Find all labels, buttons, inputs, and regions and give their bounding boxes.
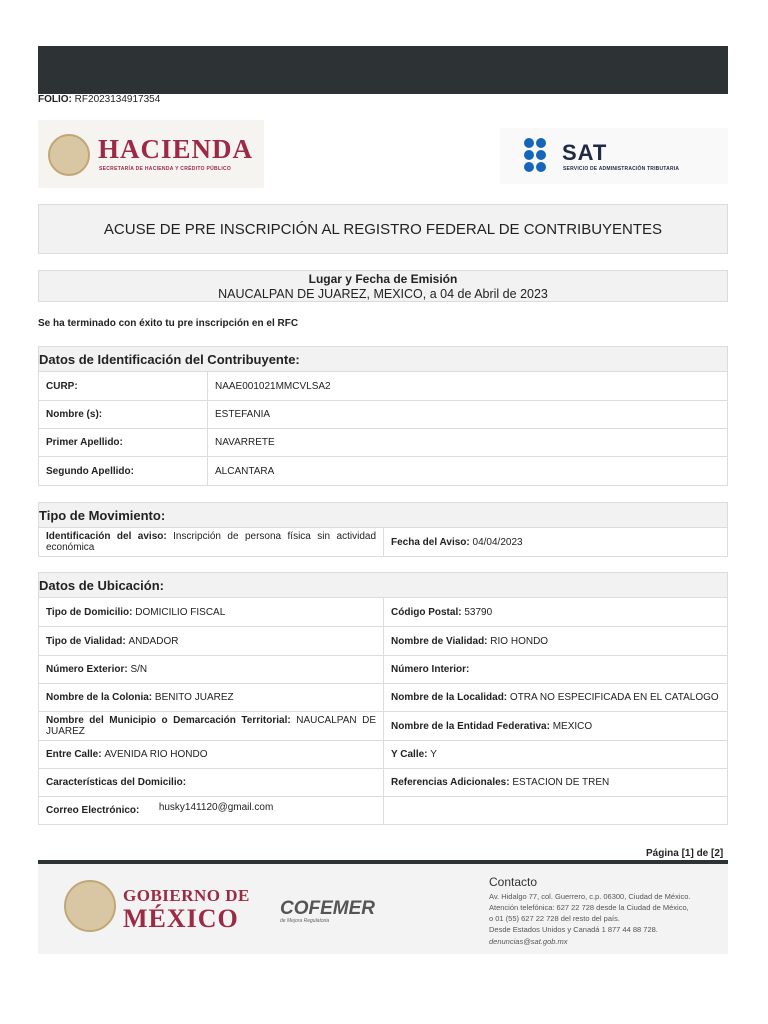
nombre-vialidad-label: Nombre de Vialidad: — [391, 635, 488, 647]
y-calle-value: Y — [430, 749, 437, 760]
nombre-label: Nombre (s): — [46, 409, 103, 420]
segundo-apellido-value: ALCANTARA — [207, 457, 727, 485]
cofemer-subtitle: de Mejora Regulatoria — [280, 918, 330, 924]
tipo-domicilio-value: DOMICILIO FISCAL — [135, 606, 226, 618]
contacto-heading: Contacto — [489, 875, 538, 889]
sat-dot-icon — [536, 138, 546, 148]
sat-subtitle: SERVICIO DE ADMINISTRACIÓN TRIBUTARIA — [563, 166, 680, 172]
referencias-value: ESTACION DE TREN — [512, 777, 610, 788]
correo-label: Correo Electrónico: — [46, 805, 140, 816]
lugar-label: Lugar y Fecha de Emisión — [308, 272, 458, 286]
aviso-cell — [39, 528, 383, 556]
folio-value: RF2023134917354 — [74, 94, 161, 105]
table-row — [38, 797, 728, 825]
curp-label: CURP: — [46, 380, 78, 392]
hacienda-subtitle: SECRETARÍA DE HACIENDA Y CRÉDITO PÚBLICO — [99, 166, 232, 172]
hacienda-title: HACIENDA — [98, 134, 254, 164]
gobierno-line1: GOBIERNO DE — [123, 886, 250, 905]
sat-dot-icon — [524, 138, 534, 148]
fecha-aviso-cell — [383, 528, 727, 556]
document-title: ACUSE DE PRE INSCRIPCIÓN AL REGISTRO FEDERAL DE CONTRIBUYENTES — [103, 221, 663, 238]
primer-apellido-label: Primer Apellido: — [46, 437, 123, 448]
table-row — [38, 401, 728, 429]
table-row — [38, 656, 728, 684]
top-bar — [38, 46, 728, 94]
municipio-value: NAUCALPAN DE JUAREZ — [46, 715, 377, 737]
folio-label: FOLIO: — [38, 94, 72, 105]
cofemer-logo: COFEMER — [280, 898, 375, 919]
mexico-seal-icon — [48, 134, 90, 176]
table-row — [38, 769, 728, 797]
fecha-aviso-value: 04/04/2023 — [472, 536, 523, 548]
sat-logo — [500, 128, 728, 184]
sat-dot-icon — [524, 150, 534, 160]
contacto-email-link[interactable]: denuncias@sat.gob.mx — [489, 937, 568, 946]
nombre-vialidad-value: RIO HONDO — [490, 635, 549, 647]
contacto-line: o 01 (55) 627 22 728 del resto del país. — [489, 914, 620, 923]
numero-interior-label: Número Interior: — [391, 664, 470, 675]
contacto-line: Atención telefónica: 627 22 728 desde la Ciudad de México, — [489, 903, 689, 912]
success-message: Se ha terminado con éxito tu pre inscripción en el RFC — [38, 318, 299, 329]
page-indicator: Página [1] de [2] — [646, 848, 724, 859]
gobierno-line2: MÉXICO — [123, 904, 239, 933]
movimiento-heading: Tipo de Movimiento: — [38, 502, 728, 528]
correo-value: husky141120@gmail.com — [158, 802, 274, 813]
entre-calle-label: Entre Calle: — [46, 749, 102, 760]
nombre-value: ESTEFANIA — [207, 401, 727, 428]
sat-title: SAT — [562, 140, 608, 165]
ubicacion-heading: Datos de Ubicación: — [38, 572, 728, 598]
primer-apellido-value: NAVARRETE — [207, 429, 727, 456]
segundo-apellido-label: Segundo Apellido: — [46, 465, 134, 477]
y-calle-label: Y Calle: — [391, 749, 428, 760]
tipo-vialidad-label: Tipo de Vialidad: — [46, 635, 126, 647]
sat-dot-icon — [536, 150, 546, 160]
contacto-line: Desde Estados Unidos y Canadá 1 877 44 88 728. — [489, 925, 658, 934]
aviso-label: Identificación del aviso: — [46, 531, 167, 542]
identificacion-heading: Datos de Identificación del Contribuyente: — [38, 346, 728, 372]
contacto-line: Av. Hidalgo 77, col. Guerrero, c.p. 06300, Ciudad de México. — [489, 892, 691, 901]
entidad-label: Nombre de la Entidad Federativa: — [391, 720, 550, 732]
referencias-label: Referencias Adicionales: — [391, 777, 510, 788]
codigo-postal-value: 53790 — [464, 606, 493, 618]
localidad-label: Nombre de la Localidad: — [391, 692, 508, 703]
fecha-aviso-label: Fecha del Aviso: — [391, 536, 470, 548]
caracteristicas-label: Características del Domicilio: — [46, 777, 187, 788]
table-row — [38, 684, 728, 712]
aviso-value: Inscripción de persona física sin actividad económica — [46, 531, 377, 553]
entre-calle-value: AVENIDA RIO HONDO — [104, 749, 208, 760]
tipo-domicilio-label: Tipo de Domicilio: — [46, 606, 133, 618]
numero-exterior-label: Número Exterior: — [46, 664, 128, 675]
entidad-value: MEXICO — [552, 720, 593, 732]
sat-dot-icon — [536, 162, 546, 172]
table-row — [38, 528, 728, 557]
lugar-value: NAUCALPAN DE JUAREZ, MEXICO, a 04 de Abril de 2023 — [218, 287, 548, 301]
codigo-postal-label: Código Postal: — [391, 606, 462, 618]
localidad-value: OTRA NO ESPECIFICADA EN EL CATALOGO — [509, 692, 719, 703]
colonia-label: Nombre de la Colonia: — [46, 692, 153, 703]
numero-exterior-value: S/N — [130, 664, 148, 675]
table-row — [38, 598, 728, 627]
colonia-value: BENITO JUAREZ — [154, 692, 234, 703]
lugar-fecha-box — [38, 270, 728, 302]
table-row — [38, 372, 728, 401]
municipio-label: Nombre del Municipio o Demarcación Territorial: — [46, 715, 291, 726]
mexico-seal-icon — [64, 880, 116, 932]
table-row — [38, 429, 728, 457]
document-title-box — [38, 204, 728, 254]
table-row — [38, 627, 728, 656]
table-row — [38, 741, 728, 769]
folio — [38, 94, 160, 105]
table-row — [38, 457, 728, 486]
curp-value: NAAE001021MMCVLSA2 — [207, 372, 727, 400]
tipo-vialidad-value: ANDADOR — [128, 635, 179, 647]
sat-dot-icon — [524, 162, 534, 172]
table-row — [38, 712, 728, 741]
